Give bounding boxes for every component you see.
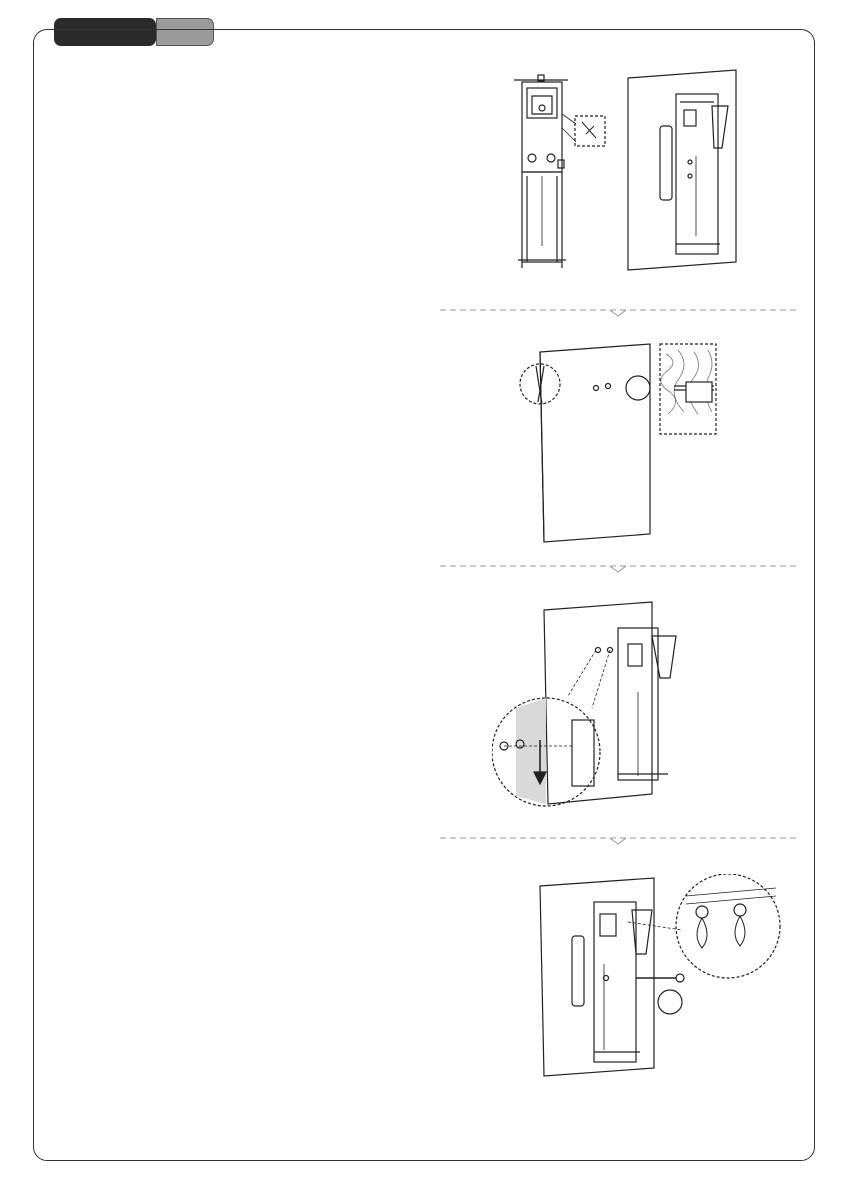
separator-3 <box>440 834 796 846</box>
detail-circle-screw <box>676 874 780 978</box>
callout-circle-a <box>626 376 650 400</box>
wall-panel <box>540 344 650 542</box>
figure-step-1 <box>500 66 750 276</box>
figure-step-3 <box>492 600 704 810</box>
separator-2 <box>440 562 796 574</box>
callout-circle-b <box>658 990 682 1014</box>
mounted-bracket-view <box>628 70 736 270</box>
bracket-front-view <box>514 75 568 268</box>
figure-step-2 <box>514 342 724 548</box>
separator-1 <box>440 306 796 318</box>
figure-step-4 <box>536 874 788 1078</box>
